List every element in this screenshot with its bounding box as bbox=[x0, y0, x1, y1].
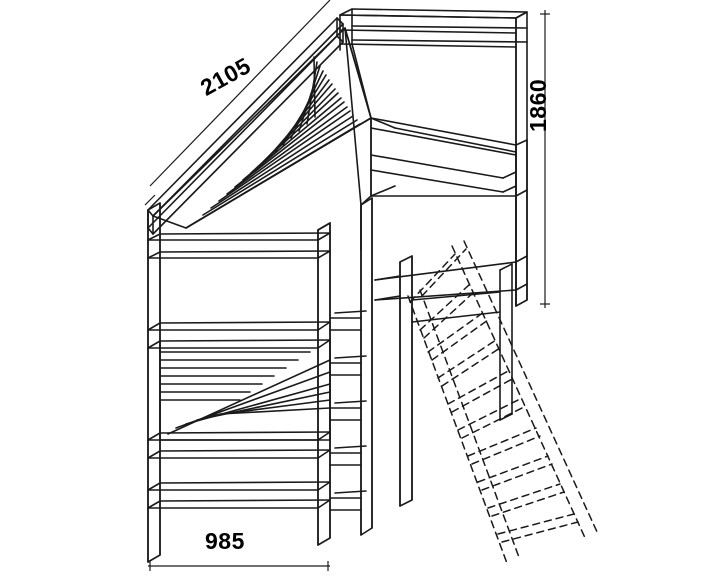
lower-front-rails-left bbox=[148, 233, 330, 348]
dimension-label-overall-width: 985 bbox=[205, 528, 245, 554]
slide-right-panel bbox=[345, 28, 395, 250]
upper-guard-rail-right bbox=[340, 9, 527, 306]
dimension-label-overall-height: 1860 bbox=[525, 78, 551, 132]
lower-bunk-slats bbox=[160, 340, 330, 440]
dimension-label-slide-length: 2105 bbox=[196, 52, 256, 101]
slide-surface-slats bbox=[153, 28, 371, 228]
detachable-ladder-dashed bbox=[408, 241, 598, 566]
right-rear-post bbox=[375, 256, 500, 506]
lower-front-rails-bottom bbox=[148, 432, 330, 508]
upper-bunk-right-end-panel bbox=[375, 172, 527, 300]
